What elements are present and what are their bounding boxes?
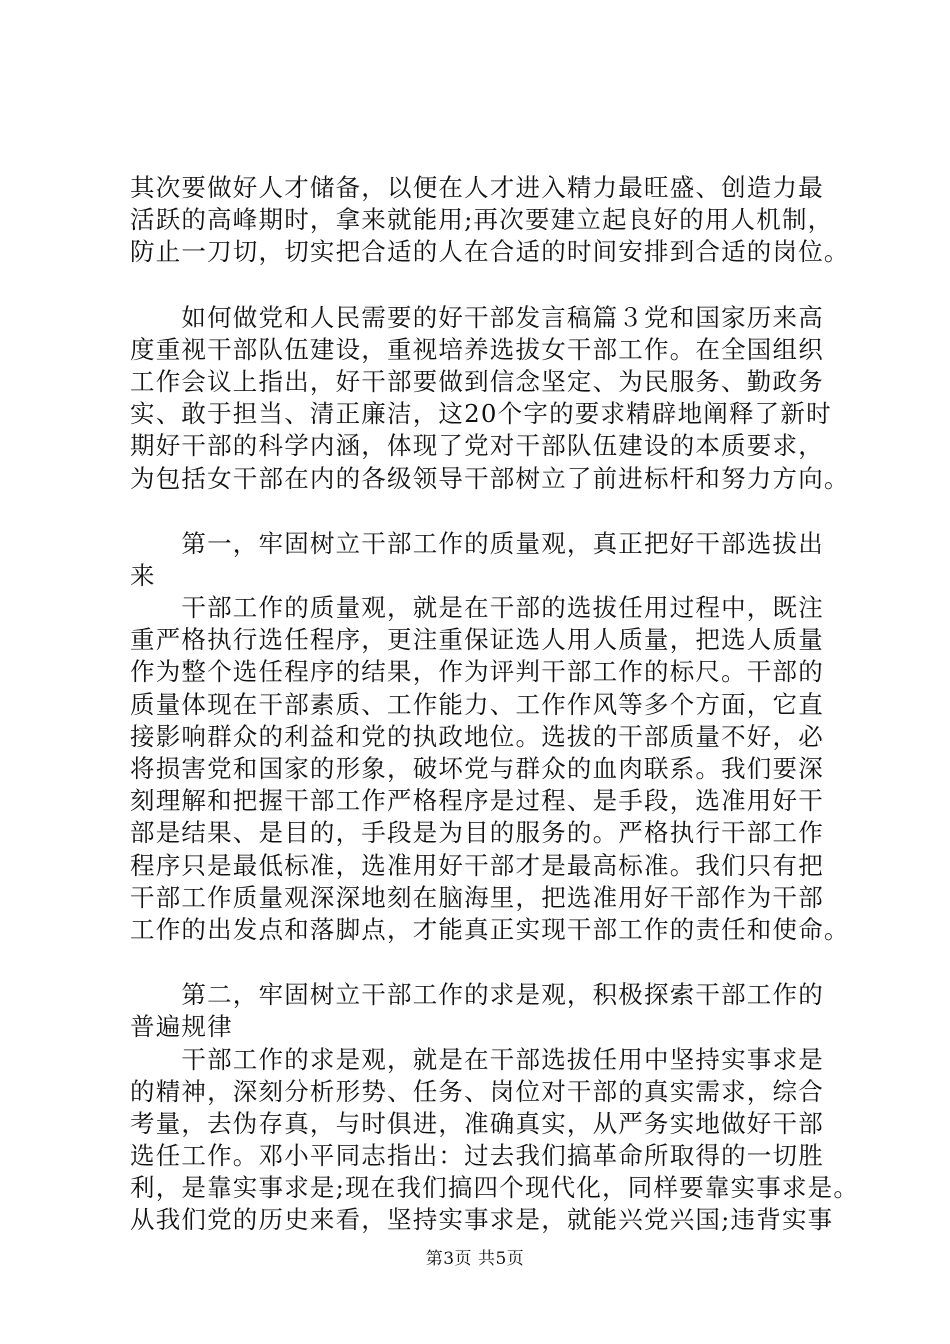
paragraph-speech-3 bbox=[130, 302, 850, 495]
text-line: 刻理解和把握干部工作严格程序是过程、是手段，选准用好干 bbox=[130, 786, 824, 816]
text-line: 重严格执行选任程序，更注重保证选人用人质量，把选人质量 bbox=[130, 625, 824, 655]
text-line: 为包括女干部在内的各级领导干部树立了前进标杆和努力方向。 bbox=[130, 463, 850, 493]
paragraph-truth-view bbox=[130, 979, 860, 1237]
text-line: 期好干部的科学内涵，体现了党对干部队伍建设的本质要求， bbox=[130, 431, 824, 461]
section-heading-line: 普遍规律 bbox=[130, 1012, 233, 1042]
page-number-footer: 第3页 共5页 bbox=[425, 1249, 525, 1269]
text-line: 度重视干部队伍建设，重视培养选拔女干部工作。在全国组织 bbox=[130, 334, 824, 364]
section-heading-line: 第二，牢固树立干部工作的求是观，积极探索干部工作的 bbox=[130, 980, 824, 1010]
text-line: 程序只是最低标准，选准用好干部才是最高标准。我们只有把 bbox=[130, 850, 824, 880]
text-line: 将损害党和国家的形象，破坏党与群众的血肉联系。我们要深 bbox=[130, 754, 824, 783]
text-line: 质量体现在干部素质、工作能力、工作作风等多个方面，它直 bbox=[130, 689, 824, 719]
text-line: 工作的出发点和落脚点，才能真正实现干部工作的责任和使命。 bbox=[130, 914, 850, 944]
text-line: 实、敢于担当、清正廉洁，这20个字的要求精辟地阐释了新时 bbox=[130, 399, 832, 429]
text-line: 干部工作的求是观，就是在干部选拔任用中坚持实事求是 bbox=[130, 1044, 824, 1074]
text-line: 考量，去伪存真，与时俱进，准确真实，从严务实地做好干部 bbox=[130, 1108, 824, 1138]
text-line: 作为整个选任程序的结果，作为评判干部工作的标尺。干部的 bbox=[130, 657, 824, 687]
paragraph-storage bbox=[130, 172, 850, 269]
paragraph-quality-view bbox=[130, 528, 850, 946]
text-line: 从我们党的历史来看，坚持实事求是，就能兴党兴国;违背实事 bbox=[130, 1205, 834, 1235]
text-line: 如何做党和人民需要的好干部发言稿篇３党和国家历来高 bbox=[130, 302, 824, 332]
text-line: 活跃的高峰期时，拿来就能用;再次要建立起良好的用人机制， bbox=[130, 205, 834, 235]
text-line: 的精神，深刻分析形势、任务、岗位对干部的真实需求，综合 bbox=[130, 1076, 824, 1106]
text-line: 干部工作的质量观，就是在干部的选拔任用过程中，既注 bbox=[130, 593, 824, 623]
text-line: 利，是靠实事求是;现在我们搞四个现代化，同样要靠实事求是。 bbox=[130, 1173, 860, 1203]
text-line: 干部工作质量观深深地刻在脑海里，把选准用好干部作为干部 bbox=[130, 882, 824, 912]
text-line: 防止一刀切，切实把合适的人在合适的时间安排到合适的岗位。 bbox=[130, 237, 850, 267]
paragraph-gap bbox=[130, 269, 830, 302]
paragraph-gap bbox=[130, 946, 830, 979]
text-line: 选任工作。邓小平同志指出：过去我们搞革命所取得的一切胜 bbox=[130, 1141, 824, 1171]
section-heading-line: 第一，牢固树立干部工作的质量观，真正把好干部选拔出 bbox=[130, 528, 824, 558]
text-line: 工作会议上指出，好干部要做到信念坚定、为民服务、勤政务 bbox=[130, 366, 824, 396]
text-line: 部是结果、是目的，手段是为目的服务的。严格执行干部工作 bbox=[130, 818, 824, 848]
text-line: 接影响群众的利益和党的执政地位。选拔的干部质量不好，必 bbox=[130, 721, 824, 751]
text-line: 其次要做好人才储备，以便在人才进入精力最旺盛、创造力最 bbox=[130, 173, 824, 202]
paragraph-gap bbox=[130, 495, 830, 528]
section-heading-line: 来 bbox=[130, 560, 156, 590]
body-text bbox=[130, 172, 860, 1237]
